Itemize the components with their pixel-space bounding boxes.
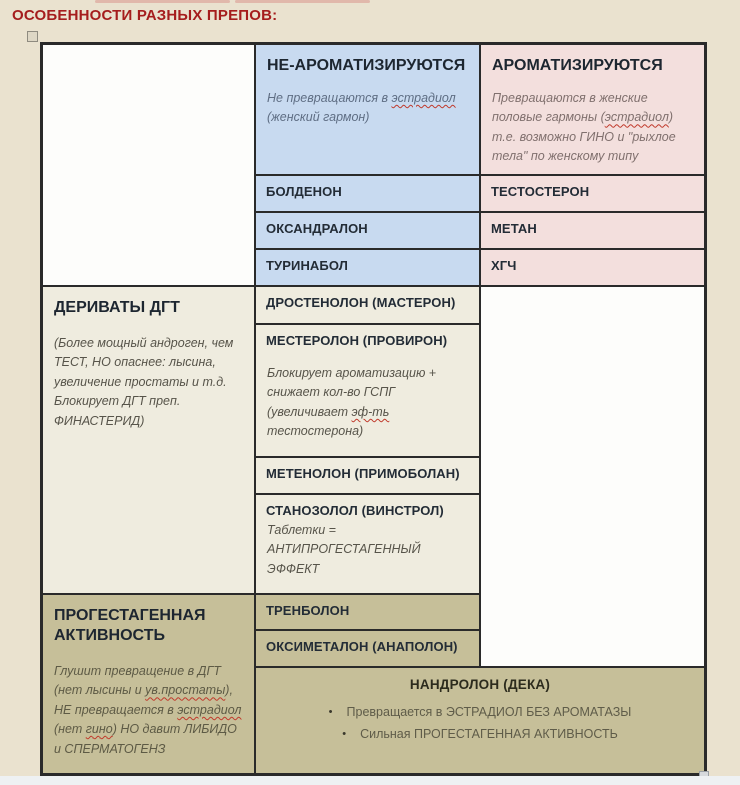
cell-empty-right [480, 286, 705, 667]
desc-text: Превращаются в женские половые гармоны ( [492, 91, 648, 125]
cell-boldenone [255, 175, 480, 212]
cell-oxandrolone [255, 212, 480, 249]
drug-label: ОКСИМЕТАЛОН (АНАПОЛОН) [266, 639, 458, 654]
misspelled-word: эстрадиол [177, 702, 242, 717]
cell-testosterone [480, 175, 705, 212]
cell-turinabol [255, 249, 480, 286]
aromatizing-description [481, 89, 704, 167]
misspelled-word: эф-ть [351, 404, 390, 419]
desc-text: Блокирует ароматизацию + снижает кол-во ГСПГ (увеличивает [267, 366, 437, 419]
cell-empty-top-left [42, 44, 255, 286]
drug-label: ТУРИНАБОЛ [266, 258, 348, 273]
stanozolol-description: Таблетки = АНТИПРОГЕСТАГЕННЫЙ ЭФФЕКТ [267, 523, 421, 576]
bullet-text: Сильная ПРОГЕСТАГЕННАЯ АКТИВНОСТЬ [360, 727, 618, 741]
drug-label: ДРОСТЕНОЛОН (МАСТЕРОН) [266, 295, 456, 310]
page-title: ОСОБЕННОСТИ РАЗНЫХ ПРЕПОВ: [12, 7, 278, 24]
misspelled-word: гино [85, 722, 113, 737]
non-aromatizing-header: НЕ-АРОМАТИЗИРУЮТСЯ [267, 57, 466, 74]
cell-oxymetholone [255, 630, 480, 667]
desc-text: ) НО давит ЛИБИДО и СПЕРМАТОГЕНЗ [54, 722, 237, 756]
desc-text: тестостерона) [267, 424, 364, 439]
cell-header-non-aromatizing [255, 44, 480, 175]
desc-text: Не превращаются в [267, 91, 392, 105]
drug-label: ОКСАНДРАЛОН [266, 221, 368, 236]
drug-label: МЕСТЕРОЛОН (ПРОВИРОН) [266, 333, 448, 348]
cell-hcg [480, 249, 705, 286]
bullet-icon: • [342, 728, 347, 740]
dht-derivatives-header: ДЕРИВАТЫ ДГТ [54, 299, 180, 316]
nandrolone-bullet-1 [256, 705, 704, 719]
drug-label: ТЕСТОСТЕРОН [491, 184, 590, 199]
bullet-icon: • [328, 706, 333, 718]
drug-label: МЕТАН [491, 221, 537, 236]
cell-dht-derivatives [42, 286, 255, 594]
dht-derivatives-description: (Более мощный андроген, чем ТЕСТ, НО опаснее: лысина, увеличение простаты и т.д. Блокирует ДГТ преп. ФИНАСТЕРИД) [54, 336, 234, 428]
progestagenic-description [43, 662, 254, 759]
drug-label: МЕТЕНОЛОН (ПРИМОБОЛАН) [266, 466, 460, 481]
cell-header-aromatizing [480, 44, 705, 175]
cell-methane [480, 212, 705, 249]
cell-mesterolone [255, 324, 480, 457]
drug-label: ХГЧ [491, 258, 517, 273]
desc-text: (женский гармон) [267, 110, 370, 125]
mesterolone-description [256, 364, 479, 442]
drug-label: БОЛДЕНОН [266, 184, 342, 199]
desc-text: ) т.е. возможно ГИНО и "рыхлое тела" по женскому типу [492, 110, 676, 164]
window-edge [0, 776, 740, 785]
bullet-text: Превращается в ЭСТРАДИОЛ БЕЗ АРОМАТАЗЫ [346, 705, 632, 719]
drug-label: СТАНОЗОЛОЛ (ВИНСТРОЛ) [266, 503, 444, 518]
nandrolone-header: НАНДРОЛОН (ДЕКА) [409, 677, 551, 692]
cell-nandrolone [255, 667, 705, 774]
drugs-table [40, 42, 707, 776]
misspelled-word: эстрадиол [604, 110, 669, 125]
desc-text: (нет [54, 722, 86, 737]
non-aromatizing-description [256, 89, 479, 128]
cell-trenbolone [255, 594, 480, 630]
table-move-handle[interactable] [27, 31, 38, 42]
desc-text: ), НЕ превращается в [54, 683, 233, 717]
cropped-red-artifact [235, 0, 370, 3]
progestagenic-header: ПРОГЕСТАГЕННАЯ АКТИВНОСТЬ [54, 607, 206, 644]
misspelled-word: ув.простаты [145, 683, 226, 698]
cell-drostanolone [255, 286, 480, 324]
aromatizing-header: АРОМАТИЗИРУЮТСЯ [492, 57, 663, 74]
nandrolone-bullet-2 [256, 727, 704, 741]
misspelled-word: эстрадиол [391, 91, 456, 105]
cell-metenolone [255, 457, 480, 494]
drug-label: ТРЕНБОЛОН [266, 603, 350, 618]
desc-text: Глушит превращение в ДГТ (нет лысины и [54, 664, 221, 698]
cropped-red-artifact [95, 0, 230, 3]
cell-stanozolol [255, 494, 480, 594]
cell-progestagenic-activity [42, 594, 255, 774]
